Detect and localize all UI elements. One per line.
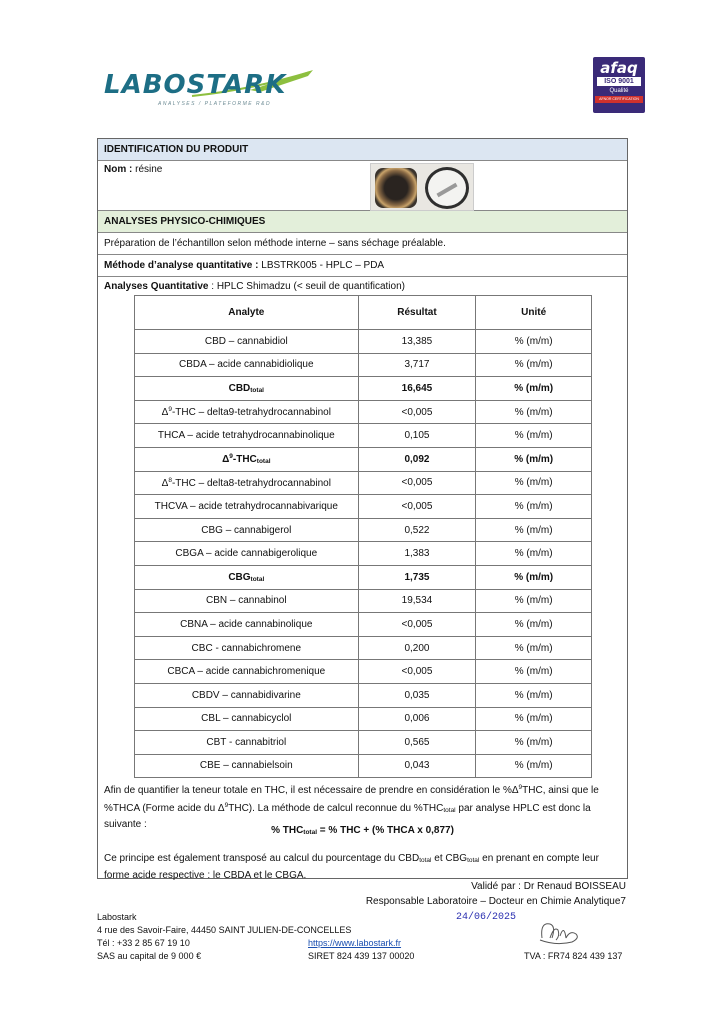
table-row — [135, 660, 592, 684]
result-cell: 0,092 — [358, 447, 476, 471]
table-row — [135, 495, 592, 519]
analyte-cell: THCA – acide tetrahydrocannabinolique — [135, 424, 359, 448]
table-row — [135, 518, 592, 542]
analyte-cell: THCVA – acide tetrahydrocannabivarique — [135, 495, 359, 519]
table-row — [135, 613, 592, 637]
afaq-org: AFNOR CERTIFICATION — [595, 96, 643, 103]
signature-image — [536, 916, 582, 946]
analyte-cell: CBN – cannabinol — [135, 589, 359, 613]
result-cell: <0,005 — [358, 471, 476, 495]
result-cell: 0,043 — [358, 754, 476, 778]
unit-cell: % (m/m) — [476, 330, 592, 354]
quant-row — [98, 277, 627, 295]
unit-cell: % (m/m) — [476, 565, 592, 589]
analyte-cell: CBG – cannabigerol — [135, 518, 359, 542]
unit-cell: % (m/m) — [476, 683, 592, 707]
result-cell: 0,200 — [358, 636, 476, 660]
analyte-cell: CBD – cannabidiol — [135, 330, 359, 354]
unit-cell: % (m/m) — [476, 471, 592, 495]
table-row — [135, 707, 592, 731]
analyte-cell: $\Delta^9-THC_{total}$ — [135, 447, 359, 471]
analyte-cell: CBNA – acide cannabinolique — [135, 613, 359, 637]
thc-explanation-paragraph: Afin de quantifier la teneur totale en THC, il est nécessaire de prendre en considération le $\%\Delta^9THC$, ainsi que le %THCA (Forme acide du $\Delta^9THC$). La méthode de calcul reconnue du $\%THC_{total}$ par analyse HPLC est donc la suivante : — [104, 784, 599, 830]
method-row — [98, 255, 627, 277]
table-row — [135, 447, 592, 471]
unit-cell: % (m/m) — [476, 754, 592, 778]
product-name-label: Nom : — [104, 164, 133, 175]
unit-cell: % (m/m) — [476, 636, 592, 660]
validated-by: Validé par : Dr Renaud BOISSEAU — [471, 881, 626, 892]
validation-date: 24/06/2025 — [456, 912, 517, 923]
thc-formula: % $THC_{total}$ = % THC + (% THCA x 0,877) — [271, 825, 454, 836]
table-row — [135, 683, 592, 707]
quant-label: Analyses Quantitative — [104, 280, 209, 292]
section-title-identification: IDENTIFICATION DU PRODUIT — [98, 139, 627, 161]
afaq-certification-logo — [593, 57, 645, 113]
result-cell: 0,006 — [358, 707, 476, 731]
result-cell: 0,035 — [358, 683, 476, 707]
quant-value: : HPLC Shimadzu (< seuil de quantification) — [208, 280, 405, 292]
analyte-cell: $CBG_{total}$ — [135, 565, 359, 589]
logo-subtitle: ANALYSES / PLATEFORME R&D — [158, 101, 272, 107]
table-row — [135, 636, 592, 660]
unit-cell: % (m/m) — [476, 400, 592, 424]
section-title-analyses: ANALYSES PHYSICO-CHIMIQUES — [98, 211, 627, 233]
unit-cell: % (m/m) — [476, 353, 592, 377]
unit-cell: % (m/m) — [476, 731, 592, 755]
unit-cell: % (m/m) — [476, 424, 592, 448]
unit-cell: % (m/m) — [476, 613, 592, 637]
product-name-row — [98, 161, 627, 211]
analyte-cell: CBL – cannabicyclol — [135, 707, 359, 731]
acid-form-paragraph: Ce principe est également transposé au calcul du pourcentage du $CBD_{total}$ et $CBG_{total}$ en prenant en compte leur forme acide respective : le CBDA et le CBGA. — [104, 853, 599, 881]
unit-cell: % (m/m) — [476, 447, 592, 471]
footer-company: Labostark — [97, 912, 137, 922]
unit-cell: % (m/m) — [476, 377, 592, 401]
method-value: LBSTRK005 - HPLC – PDA — [258, 260, 385, 271]
result-cell: 19,534 — [358, 589, 476, 613]
table-row — [135, 400, 592, 424]
table-row — [135, 589, 592, 613]
afaq-brand: afaq — [600, 59, 638, 77]
analyte-cell: CBC - cannabichromene — [135, 636, 359, 660]
jar-lid-image — [425, 167, 469, 209]
result-cell: <0,005 — [358, 495, 476, 519]
footer-address: 4 rue des Savoir-Faire, 44450 SAINT JULIEN-DE-CONCELLES — [97, 925, 352, 935]
unit-cell: % (m/m) — [476, 660, 592, 684]
result-cell: <0,005 — [358, 400, 476, 424]
header-result: Résultat — [358, 296, 476, 330]
result-cell: 16,645 — [358, 377, 476, 401]
footer-middle-block — [308, 937, 414, 963]
unit-cell: % (m/m) — [476, 589, 592, 613]
analyte-cell: $\Delta^9$-THC – delta9-tetrahydrocannabinol — [135, 400, 359, 424]
result-cell: <0,005 — [358, 660, 476, 684]
table-row — [135, 565, 592, 589]
jar-open-image — [375, 168, 417, 208]
analyte-cell: CBT - cannabitriol — [135, 731, 359, 755]
footer-capital: SAS au capital de 9 000 € — [97, 951, 202, 961]
lab-manager-title: Responsable Laboratoire – Docteur en Chimie Analytique7 — [365, 896, 626, 907]
header-analyte: Analyte — [135, 296, 359, 330]
table-row — [135, 731, 592, 755]
method-label: Méthode d’analyse quantitative : — [104, 260, 259, 271]
result-cell: <0,005 — [358, 613, 476, 637]
table-header-row — [135, 296, 592, 330]
table-row — [135, 330, 592, 354]
result-cell: 0,522 — [358, 518, 476, 542]
table-row — [135, 377, 592, 401]
analyte-cell: CBGA – acide cannabigerolique — [135, 542, 359, 566]
product-name-value: résine — [132, 164, 163, 175]
header-unit: Unité — [476, 296, 592, 330]
labostark-logo — [100, 66, 320, 116]
result-cell: 13,385 — [358, 330, 476, 354]
preparation-text: Préparation de l’échantillon selon méthode interne – sans séchage préalable. — [98, 233, 627, 255]
footer-siret: SIRET 824 439 137 00020 — [308, 951, 415, 961]
analyte-cell: $CBD_{total}$ — [135, 377, 359, 401]
result-cell: 0,565 — [358, 731, 476, 755]
result-cell: 3,717 — [358, 353, 476, 377]
afaq-iso: ISO 9001 — [597, 77, 641, 86]
table-row — [135, 542, 592, 566]
analyte-cell: CBCA – acide cannabichromenique — [135, 660, 359, 684]
unit-cell: % (m/m) — [476, 495, 592, 519]
unit-cell: % (m/m) — [476, 542, 592, 566]
table-row — [135, 424, 592, 448]
logo-text: LABOSTARK — [104, 70, 287, 100]
analyte-cell: CBDA – acide cannabidiolique — [135, 353, 359, 377]
footer-website-link[interactable]: https://www.labostark.fr — [308, 938, 402, 948]
afaq-label: Qualité — [609, 88, 629, 94]
product-photo — [370, 163, 474, 211]
analyte-cell: CBE – cannabielsoin — [135, 754, 359, 778]
result-cell: 1,383 — [358, 542, 476, 566]
footer-tva: TVA : FR74 824 439 137 — [524, 951, 623, 961]
result-cell: 1,735 — [358, 565, 476, 589]
certificate-frame — [97, 138, 628, 879]
table-row — [135, 353, 592, 377]
result-cell: 0,105 — [358, 424, 476, 448]
table-row — [135, 471, 592, 495]
unit-cell: % (m/m) — [476, 518, 592, 542]
unit-cell: % (m/m) — [476, 707, 592, 731]
analyte-cell: CBDV – cannabidivarine — [135, 683, 359, 707]
results-table — [134, 295, 592, 778]
footer-tel: Tél : +33 2 85 67 19 10 — [97, 938, 190, 948]
analyte-cell: $\Delta^8$-THC – delta8-tetrahydrocannabinol — [135, 471, 359, 495]
table-row — [135, 754, 592, 778]
